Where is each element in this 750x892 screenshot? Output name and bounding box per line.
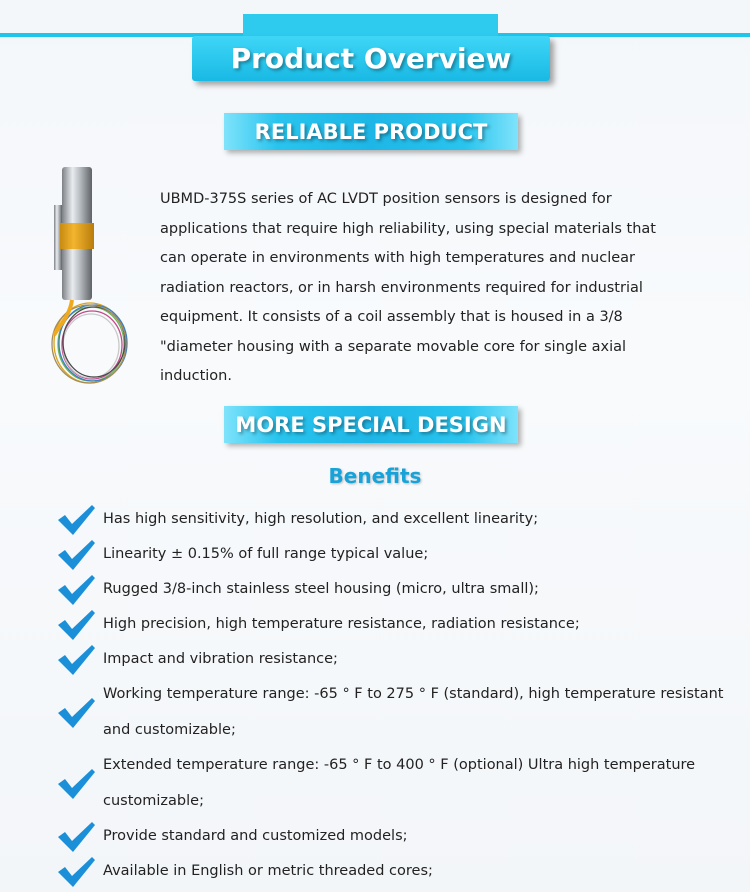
benefit-text: Working temperature range: -65 ° F to 275 ° F (standard), high temperature resistant and customizable; <box>103 686 724 738</box>
benefit-text: Provide standard and customized models; <box>103 828 408 844</box>
benefit-text: Rugged 3/8-inch stainless steel housing (micro, ultra small); <box>103 581 539 597</box>
page-title: Product Overview <box>192 36 550 81</box>
benefit-text: Available in English or metric threaded cores; <box>103 863 433 879</box>
benefit-text: Impact and vibration resistance; <box>103 651 338 667</box>
header-tab <box>243 14 498 36</box>
checkmark-icon <box>56 608 96 642</box>
lvdt-sensor-image <box>42 165 142 395</box>
benefit-text: Linearity ± 0.15% of full range typical value; <box>103 546 429 562</box>
checkmark-icon <box>56 696 96 730</box>
section-heading-special: MORE SPECIAL DESIGN <box>224 406 518 443</box>
benefit-text: Extended temperature range: -65 ° F to 400 ° F (optional) Ultra high temperature customizable; <box>103 757 696 809</box>
benefits-title: Benefits <box>328 464 422 488</box>
benefit-text: Has high sensitivity, high resolution, and excellent linearity; <box>103 511 539 527</box>
checkmark-icon <box>56 820 96 854</box>
checkmark-icon <box>56 855 96 889</box>
checkmark-icon <box>56 643 96 677</box>
checkmark-icon <box>56 503 96 537</box>
section-heading-reliable: RELIABLE PRODUCT <box>224 113 518 150</box>
checkmark-icon <box>56 573 96 607</box>
product-description: UBMD-375S series of AC LVDT position sensors is designed for applications that require high reliability, using special materials that can operate in environments with high temperatures and nuclear radiation reactors, or in harsh environments required for industrial equipment. It consists of a coil assembly that is housed in a 3/8 "diameter housing with a separate movable core for single axial induction. <box>160 191 656 384</box>
checkmark-icon <box>56 538 96 572</box>
benefit-text: High precision, high temperature resistance, radiation resistance; <box>103 616 580 632</box>
checkmark-icon <box>56 767 96 801</box>
